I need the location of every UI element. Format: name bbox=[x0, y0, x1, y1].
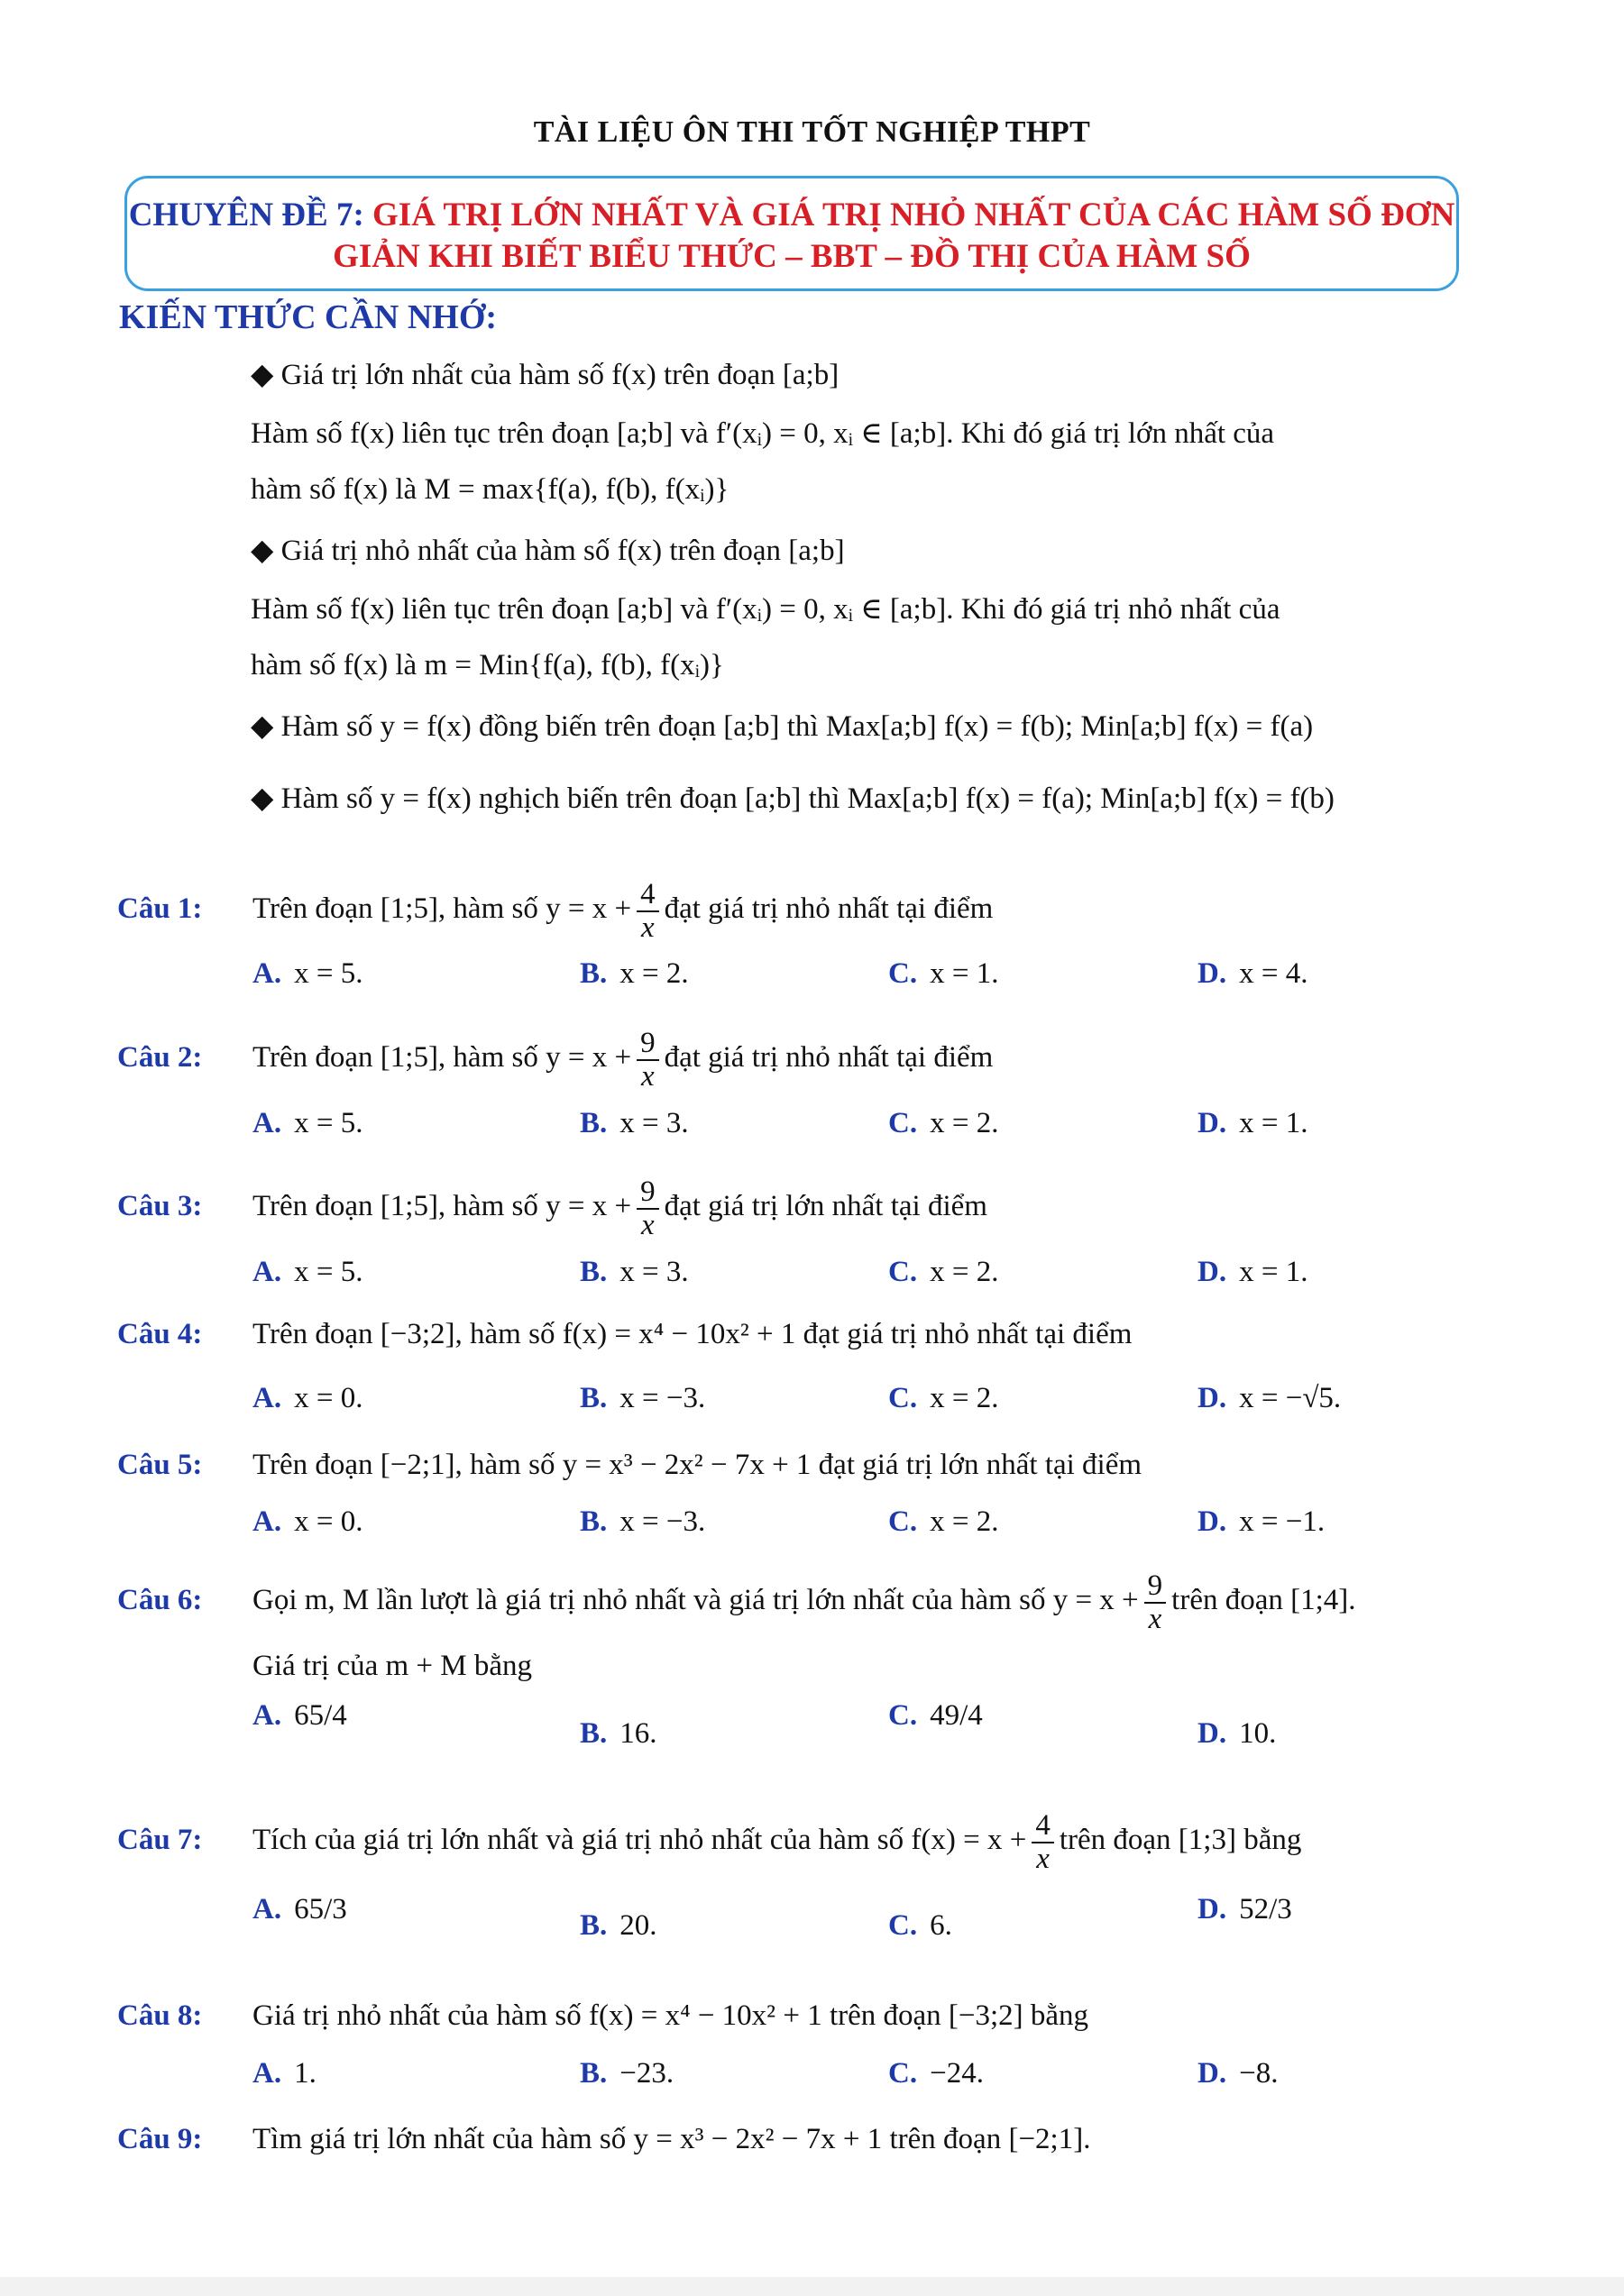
option-c: C. 6. bbox=[888, 1909, 952, 1942]
option-b: B. x = −3. bbox=[580, 1382, 706, 1414]
option-c: C. 49/4 bbox=[888, 1699, 983, 1732]
knowledge-line: Hàm số f(x) liên tục trên đoạn [a;b] và f′(xᵢ) = 0, xᵢ ∈ [a;b]. Khi đó giá trị lớn nhất của bbox=[251, 417, 1275, 450]
option-d: D. x = 1. bbox=[1197, 1107, 1308, 1139]
option-c: C. x = 2. bbox=[888, 1382, 999, 1414]
question-4 bbox=[117, 1318, 1132, 1351]
topic-box bbox=[124, 176, 1459, 291]
question-number: Câu 8: bbox=[117, 1999, 203, 2032]
question-number: Câu 9: bbox=[117, 2123, 203, 2155]
fraction: $\frac{9}{x}$ bbox=[637, 1028, 659, 1092]
question-text: Trên đoạn [1;5], hàm số y = x + bbox=[252, 1190, 632, 1223]
knowledge-line: ◆ Giá trị lớn nhất của hàm số f(x) trên đoạn [a;b] bbox=[251, 359, 840, 391]
question-3 bbox=[117, 1176, 987, 1240]
question-text: đạt giá trị nhỏ nhất tại điểm bbox=[664, 892, 994, 926]
option-c: C. x = 2. bbox=[888, 1256, 999, 1288]
question-number: Câu 7: bbox=[117, 1824, 203, 1857]
fraction: $\frac{4}{x}$ bbox=[637, 879, 659, 943]
option-d: D. x = −1. bbox=[1197, 1505, 1326, 1538]
question-text: trên đoạn [1;3] bằng bbox=[1059, 1824, 1302, 1857]
fraction: $\frac{4}{x}$ bbox=[1032, 1810, 1054, 1874]
question-text: đạt giá trị lớn nhất tại điểm bbox=[664, 1190, 987, 1223]
question-6 bbox=[117, 1570, 1356, 1634]
page-header: TÀI LIỆU ÔN THI TỐT NGHIỆP THPT bbox=[533, 115, 1091, 149]
section-title: KIẾN THỨC CẦN NHỚ: bbox=[119, 298, 498, 336]
question-2 bbox=[117, 1028, 993, 1092]
option-d: D. 52/3 bbox=[1197, 1893, 1292, 1926]
topic-label: CHUYÊN ĐỀ 7: bbox=[128, 197, 364, 233]
fraction: $\frac{9}{x}$ bbox=[1144, 1570, 1167, 1634]
knowledge-line: ◆ Giá trị nhỏ nhất của hàm số f(x) trên đoạn [a;b] bbox=[251, 535, 845, 567]
question-9 bbox=[117, 2123, 1090, 2156]
question-number: Câu 6: bbox=[117, 1584, 203, 1617]
option-a: A. x = 5. bbox=[252, 1256, 363, 1288]
option-b: B. x = 2. bbox=[580, 957, 689, 990]
option-c: C. x = 1. bbox=[888, 957, 999, 990]
knowledge-line: hàm số f(x) là m = Min{f(a), f(b), f(xᵢ)} bbox=[251, 649, 724, 681]
option-c: C. x = 2. bbox=[888, 1505, 999, 1538]
knowledge-line: Hàm số f(x) liên tục trên đoạn [a;b] và f′(xᵢ) = 0, xᵢ ∈ [a;b]. Khi đó giá trị nhỏ nhất của bbox=[251, 593, 1280, 626]
option-b: B. 20. bbox=[580, 1909, 657, 1942]
question-text: Gọi m, M lần lượt là giá trị nhỏ nhất và giá trị lớn nhất của hàm số y = x + bbox=[252, 1584, 1139, 1617]
question-5 bbox=[117, 1449, 1142, 1482]
option-c: C. −24. bbox=[888, 2057, 984, 2090]
fraction: $\frac{9}{x}$ bbox=[637, 1176, 659, 1240]
question-text: trên đoạn [1;4]. bbox=[1171, 1584, 1356, 1617]
question-text: Trên đoạn [−2;1], hàm số y = x³ − 2x² − 7x + 1 đạt giá trị lớn nhất tại điểm bbox=[252, 1449, 1142, 1481]
option-d: D. x = 1. bbox=[1197, 1256, 1308, 1288]
option-b: B. x = 3. bbox=[580, 1256, 689, 1288]
page-bottom-strip bbox=[0, 2277, 1624, 2296]
question-number: Câu 2: bbox=[117, 1041, 203, 1075]
option-a: A. x = 5. bbox=[252, 1107, 363, 1139]
option-d: D. 10. bbox=[1197, 1717, 1277, 1750]
option-b: B. −23. bbox=[580, 2057, 674, 2090]
option-b: B. x = −3. bbox=[580, 1505, 706, 1538]
option-d: D. −8. bbox=[1197, 2057, 1279, 2090]
option-a: A. x = 5. bbox=[252, 957, 363, 990]
option-b: B. x = 3. bbox=[580, 1107, 689, 1139]
question-6-line2: Giá trị của m + M bằng bbox=[252, 1650, 533, 1682]
question-text: Trên đoạn [−3;2], hàm số f(x) = x⁴ − 10x² + 1 đạt giá trị nhỏ nhất tại điểm bbox=[252, 1318, 1133, 1350]
knowledge-line: ◆ Hàm số y = f(x) nghịch biến trên đoạn [a;b] thì Max[a;b] f(x) = f(a); Min[a;b] f(x) = f(b) bbox=[251, 782, 1335, 815]
question-8 bbox=[117, 1999, 1088, 2033]
option-b: B. 16. bbox=[580, 1717, 657, 1750]
question-number: Câu 4: bbox=[117, 1318, 203, 1350]
option-a: A. 65/3 bbox=[252, 1893, 347, 1926]
question-number: Câu 3: bbox=[117, 1190, 203, 1223]
option-a: A. x = 0. bbox=[252, 1382, 363, 1414]
option-d: D. x = 4. bbox=[1197, 957, 1308, 990]
option-d: D. x = −√5. bbox=[1197, 1382, 1342, 1414]
question-text: Giá trị nhỏ nhất của hàm số f(x) = x⁴ − 10x² + 1 trên đoạn [−3;2] bằng bbox=[252, 1999, 1089, 2032]
question-text: đạt giá trị nhỏ nhất tại điểm bbox=[664, 1041, 994, 1075]
question-number: Câu 1: bbox=[117, 892, 203, 926]
topic-title-line2: GIẢN KHI BIẾT BIỂU THỨC – BBT – ĐỒ THỊ CỦA HÀM SỐ bbox=[333, 238, 1251, 275]
question-7 bbox=[117, 1810, 1301, 1874]
question-number: Câu 5: bbox=[117, 1449, 203, 1481]
knowledge-line: ◆ Hàm số y = f(x) đồng biến trên đoạn [a;b] thì Max[a;b] f(x) = f(b); Min[a;b] f(x) = f(a) bbox=[251, 710, 1314, 743]
option-c: C. x = 2. bbox=[888, 1107, 999, 1139]
question-text: Trên đoạn [1;5], hàm số y = x + bbox=[252, 892, 632, 926]
question-text: Tích của giá trị lớn nhất và giá trị nhỏ nhất của hàm số f(x) = x + bbox=[252, 1824, 1027, 1857]
option-a: A. 65/4 bbox=[252, 1699, 347, 1732]
knowledge-line: hàm số f(x) là M = max{f(a), f(b), f(xᵢ)} bbox=[251, 473, 729, 506]
question-1 bbox=[117, 879, 993, 943]
question-text: Tìm giá trị lớn nhất của hàm số y = x³ − 2x² − 7x + 1 trên đoạn [−2;1]. bbox=[252, 2123, 1091, 2155]
option-a: A. 1. bbox=[252, 2057, 317, 2090]
question-text: Trên đoạn [1;5], hàm số y = x + bbox=[252, 1041, 632, 1075]
topic-title-line1: GIÁ TRỊ LỚN NHẤT VÀ GIÁ TRỊ NHỎ NHẤT CỦA CÁC HÀM SỐ ĐƠN bbox=[372, 197, 1455, 233]
option-a: A. x = 0. bbox=[252, 1505, 363, 1538]
